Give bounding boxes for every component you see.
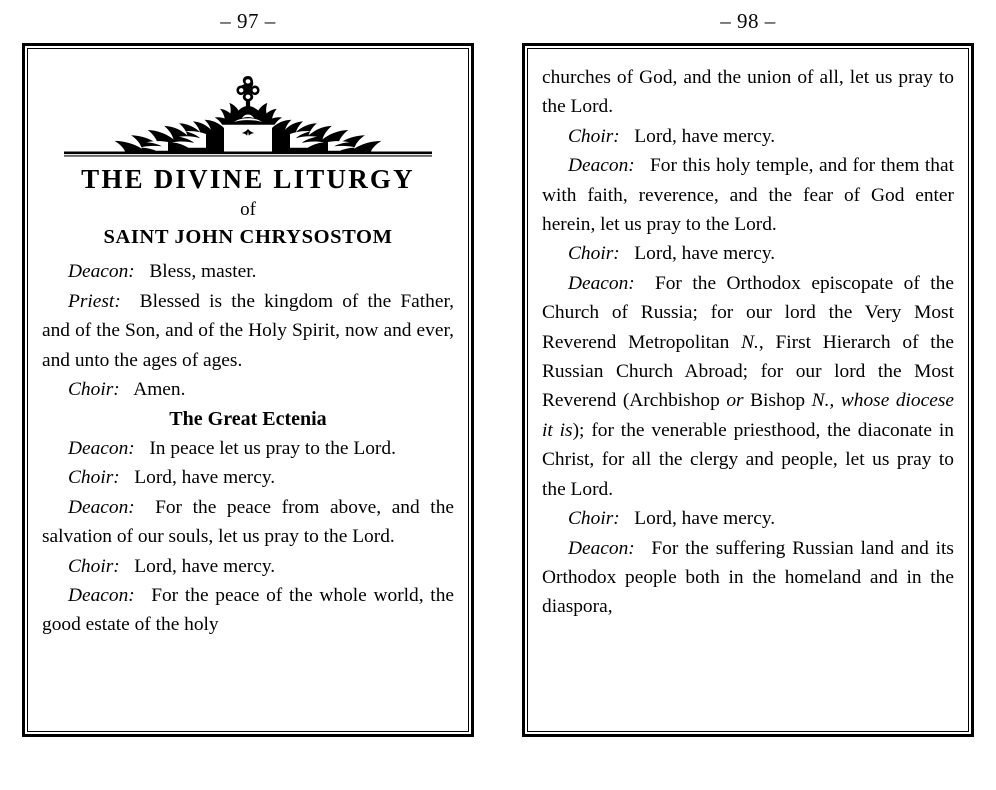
speech-text-part-3: Bishop	[743, 390, 812, 412]
liturgy-line-continues	[542, 534, 954, 622]
page-number-right: – 98 –	[720, 9, 776, 33]
liturgy-line	[542, 239, 954, 268]
speech-text: Blessed is the kingdom of the Father, and of the Son, and of the Holy Spirit, now and ever, and unto the ages of ages.	[42, 290, 454, 371]
speaker-label: Deacon:	[568, 537, 635, 559]
page-border-right	[522, 43, 974, 737]
speaker-label: Deacon:	[568, 155, 635, 177]
speaker-label: Choir:	[568, 243, 620, 265]
page-border-left	[22, 43, 474, 737]
left-page-body	[42, 257, 454, 639]
carryover-text: churches of God, and the union of all, let us pray to the Lord.	[542, 67, 954, 118]
speech-text: For the peace from above, and the salvation of our souls, let us pray to the Lord.	[42, 496, 454, 548]
speech-text: In peace let us pray to the Lord.	[149, 437, 396, 459]
liturgy-line	[542, 504, 954, 533]
speech-text: Lord, have mercy.	[634, 508, 776, 530]
page-title-of: of	[240, 199, 256, 221]
title-spacer	[42, 249, 454, 257]
left-page	[22, 0, 474, 790]
foliate-headpiece-ornament-icon	[56, 72, 440, 158]
speaker-label: Choir:	[568, 508, 620, 530]
right-page-body	[542, 63, 954, 622]
speaker-label: Choir:	[68, 379, 120, 401]
liturgy-line	[42, 434, 454, 463]
speech-text-part-2: , First Hierarch of the Russian Church Abroad; for our lord the Most Reverend (Archbishop	[542, 331, 954, 412]
speech-text: Bless, master.	[149, 261, 257, 283]
speech-text: Lord, have mercy.	[634, 125, 776, 147]
liturgy-line	[42, 493, 454, 552]
page-content-left	[27, 48, 469, 732]
speech-text-part-1: For the Orthodox episcopate of the Church of Russia; for our lord the Very Most Reverend Metropolitan	[542, 272, 954, 353]
liturgy-line	[542, 122, 954, 151]
speaker-label: Choir:	[568, 125, 620, 147]
liturgy-line-continues	[42, 581, 454, 640]
speaker-label: Deacon:	[68, 437, 135, 459]
speaker-label: Deacon:	[68, 584, 135, 606]
emphasis-rubric-diocese: N., whose diocese it is	[542, 390, 954, 441]
speech-text: For the suffering Russian land and its Orthodox people both in the homeland and in the diaspora,	[542, 537, 954, 618]
speaker-label: Priest:	[68, 290, 121, 312]
speech-text: For the peace of the whole world, the good estate of the holy	[42, 584, 454, 636]
liturgy-line	[42, 287, 454, 375]
speech-text: Lord, have mercy.	[134, 467, 276, 489]
section-heading: The Great Ectenia	[169, 407, 327, 430]
speech-text: Lord, have mercy.	[634, 243, 776, 265]
page-title-main: THE DIVINE LITURGY	[81, 164, 415, 194]
speech-text: For this holy temple, and for them that with faith, reverence, and the fear of God enter herein, let us pray to the Lord.	[542, 155, 954, 236]
speech-text: Amen.	[133, 379, 186, 401]
liturgy-line	[42, 375, 454, 404]
speaker-label: Deacon:	[68, 261, 135, 283]
carryover-line	[542, 63, 954, 122]
liturgy-line	[42, 552, 454, 581]
liturgy-line	[42, 463, 454, 492]
page-title-saint: SAINT JOHN CHRYSOSTOM	[103, 225, 393, 248]
speaker-label: Deacon:	[568, 272, 635, 294]
speech-text-part-4: ); for the venerable priesthood, the diaconate in Christ, for all the clergy and people, let us pray to the Lord.	[542, 419, 954, 500]
emphasis-or: or	[726, 390, 744, 412]
liturgy-line	[42, 257, 454, 286]
page-number-left: – 97 –	[220, 9, 276, 33]
liturgy-line-commemoration	[542, 269, 954, 504]
speaker-label: Deacon:	[68, 496, 135, 518]
speech-text: Lord, have mercy.	[134, 555, 276, 577]
emphasis-name-1: N.	[741, 331, 759, 353]
right-page	[522, 0, 974, 790]
page-content-right	[527, 48, 969, 732]
liturgy-line	[542, 151, 954, 239]
speaker-label: Choir:	[68, 555, 120, 577]
speaker-label: Choir:	[68, 467, 120, 489]
